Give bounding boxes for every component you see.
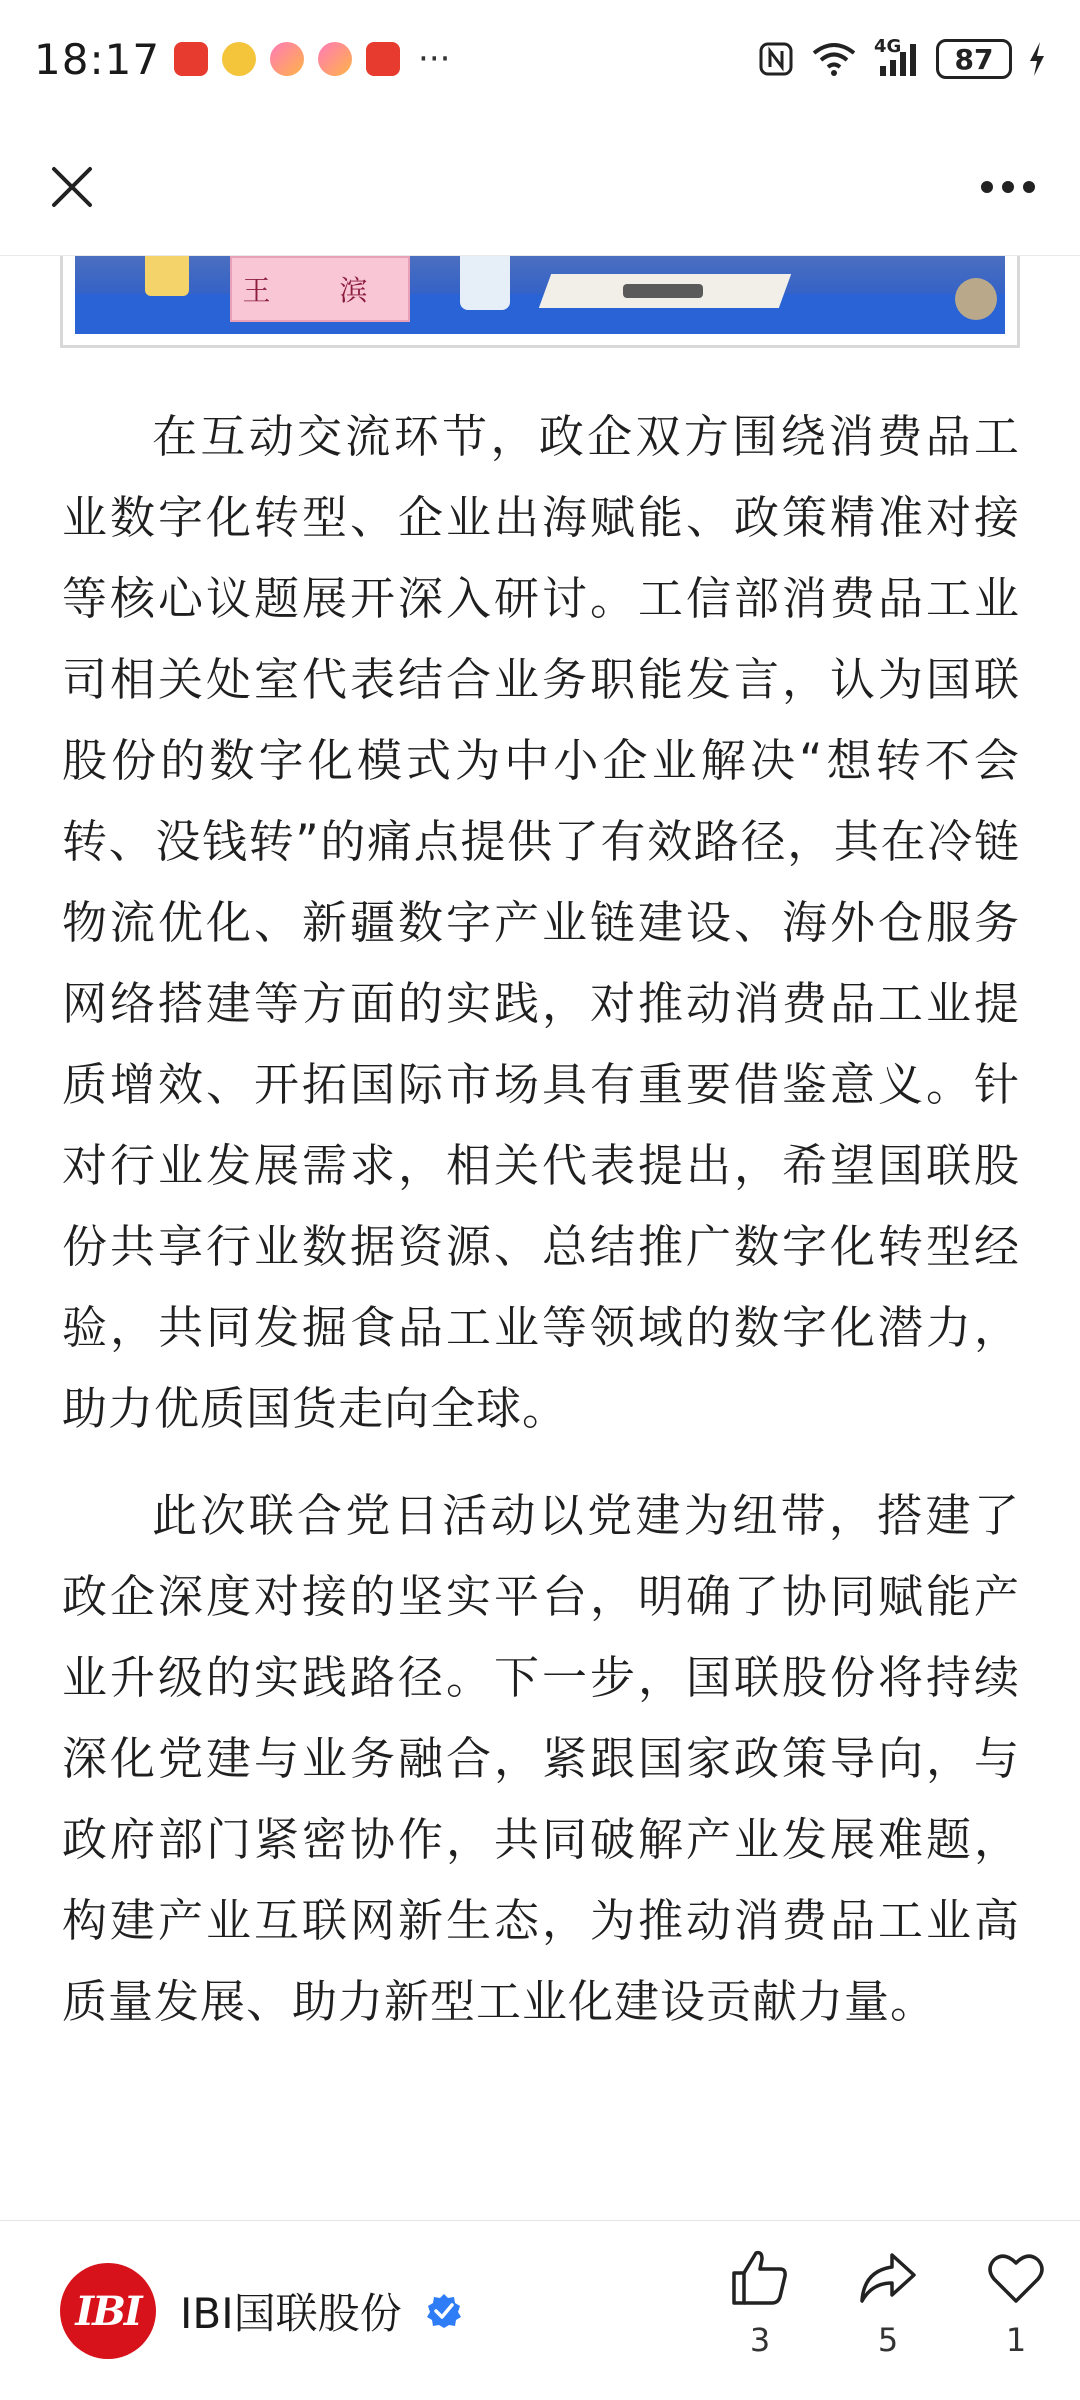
like-count: 3 xyxy=(749,2321,771,2359)
charging-icon xyxy=(1028,42,1046,76)
author-name[interactable]: IBI国联股份 xyxy=(180,2289,402,2338)
video-app-icon xyxy=(270,42,304,76)
favorite-count: 1 xyxy=(1005,2321,1027,2359)
tablecloth xyxy=(75,294,1005,334)
status-right xyxy=(758,36,1046,79)
microphone xyxy=(955,278,997,320)
status-bar xyxy=(0,0,1080,118)
article-content[interactable] xyxy=(0,256,1080,2220)
article-body xyxy=(62,396,1020,2068)
wifi-icon xyxy=(810,41,858,77)
top-nav-bar xyxy=(0,118,1080,256)
heart-icon xyxy=(986,2249,1046,2307)
cup xyxy=(145,256,189,296)
article-paragraph-1: 在互动交流环节，政企双方围绕消费品工业数字化转型、企业出海赋能、政策精准对接等核心议题展开深入研讨。工信部消费品工业司相关处室代表结合业务职能发言，认为国联股份的数字化模式为中小企业解决“想转不会转、没钱转”的痛点提供了有效路径，其在冷链物流优化、新疆数字产业链建设、海外仓服务网络搭建等方面的实践，对推动消费品工业提质增效、开拓国际市场具有重要借鉴意义。针对行业发展需求，相关代表提出，希望国联股份共享行业数据资源、总结推广数字化转型经验，共同发掘食品工业等领域的数字化潜力，助力优质国货走向全球。 xyxy=(62,410,1020,1435)
huawei-app-icon xyxy=(174,42,208,76)
author-avatar[interactable] xyxy=(60,2263,156,2359)
signal-icon xyxy=(874,36,920,78)
battery-icon: 87 xyxy=(936,39,1012,79)
article-paragraph-2: 此次联合党日活动以党建为纽带，搭建了政企深度对接的坚实平台，明确了协同赋能产业升级的实践路径。下一步，国联股份将持续深化党建与业务融合，紧跟国家政策导向，与政府部门紧密协作，共同破解产业发展难题，构建产业互联网新生态，为推动消费品工业高质量发展、助力新型工业化建设贡献力量。 xyxy=(62,1489,1020,2028)
nfc-icon xyxy=(758,41,794,77)
like-button[interactable] xyxy=(696,2249,824,2359)
water-bottle xyxy=(460,256,510,310)
favorite-button[interactable] xyxy=(952,2249,1080,2359)
article-actions xyxy=(696,2249,1080,2359)
close-button[interactable] xyxy=(40,155,104,219)
article-photo[interactable] xyxy=(75,256,1005,334)
share-icon xyxy=(858,2249,918,2307)
article-photo-frame xyxy=(60,256,1020,348)
share-button[interactable] xyxy=(824,2249,952,2359)
more-options-button[interactable] xyxy=(976,155,1040,219)
share-count: 5 xyxy=(877,2321,899,2359)
weibo-icon xyxy=(222,42,256,76)
close-icon xyxy=(49,164,95,210)
status-left xyxy=(34,35,450,84)
huawei-app-icon-2 xyxy=(366,42,400,76)
nameplate: 王 滨 xyxy=(230,256,410,322)
status-time: 18:17 xyxy=(34,34,161,84)
author-logo-text: IBI xyxy=(75,2287,141,2335)
video-app-icon-2 xyxy=(318,42,352,76)
verified-badge-icon xyxy=(426,2293,462,2329)
phone xyxy=(623,284,703,298)
bottom-action-bar xyxy=(0,2220,1080,2400)
network-type: 4G xyxy=(874,36,902,57)
author-info[interactable] xyxy=(60,2263,462,2359)
more-notifications-icon: ··· xyxy=(418,39,451,79)
thumbs-up-icon xyxy=(730,2249,790,2307)
more-horizontal-icon xyxy=(980,180,1036,194)
